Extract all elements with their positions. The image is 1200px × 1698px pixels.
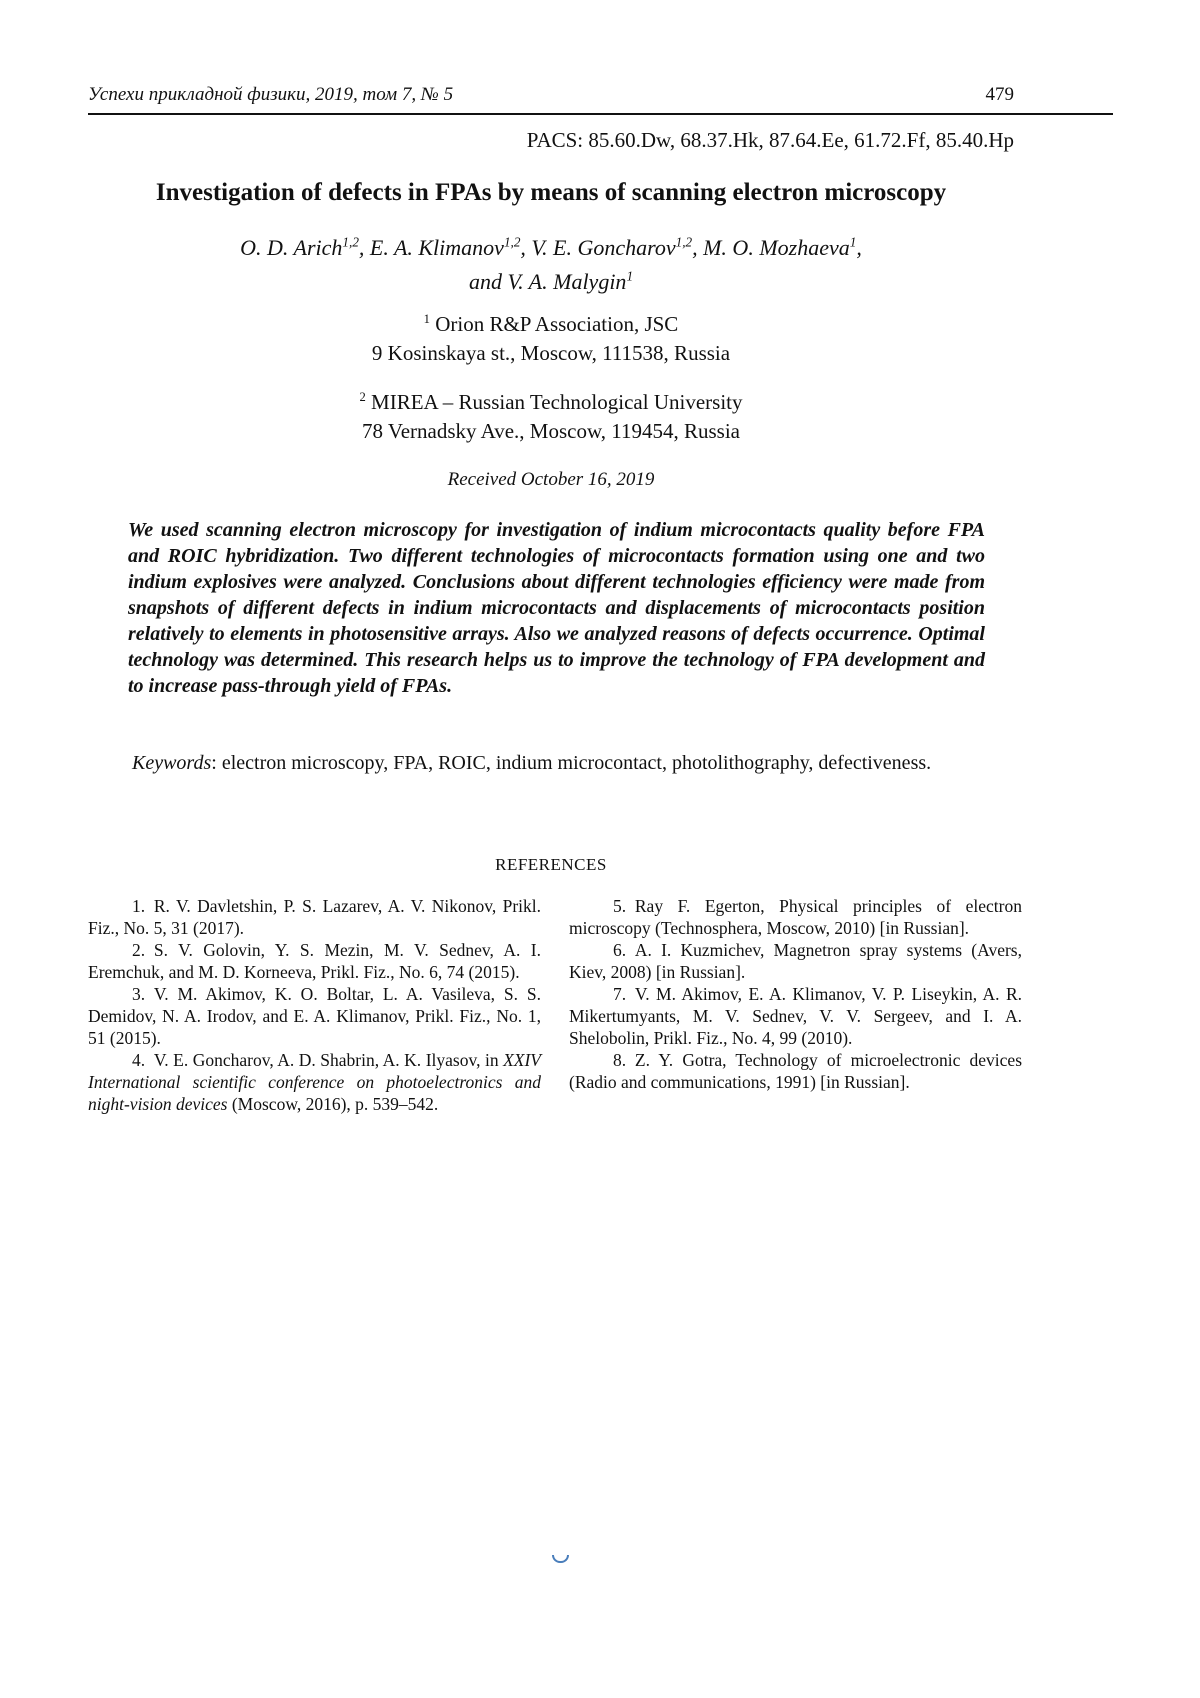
references-column-right xyxy=(569,895,1022,1115)
reference-number: 6. xyxy=(613,940,627,960)
reference-item xyxy=(569,939,1022,983)
scan-artifact-mark xyxy=(552,1555,569,1563)
affiliation-2-line-1 xyxy=(88,388,1014,417)
reference-item xyxy=(88,1049,541,1115)
reference-text: V. M. Akimov, E. A. Klimanov, V. P. Liseykin, A. R. Mikertumyants, M. V. Sednev, V. V. Sergeev, and I. A. Shelobolin, Prikl. Fiz., No. 4, 99 (2010). xyxy=(569,984,1022,1048)
affiliation-1-marker: 1 xyxy=(423,312,430,326)
keywords-label: Keywords xyxy=(132,752,212,774)
reference-item xyxy=(569,895,1022,939)
affiliation-2-address: 78 Vernadsky Ave., Moscow, 119454, Russia xyxy=(362,419,740,443)
reference-number: 8. xyxy=(613,1050,627,1070)
reference-item xyxy=(88,983,541,1049)
reference-text: A. I. Kuzmichev, Magnetron spray systems (Avers, Kiev, 2008) [in Russian]. xyxy=(569,940,1022,982)
references-section xyxy=(88,895,1022,1115)
header-rule xyxy=(88,113,1113,115)
author-affiliation-superscript: 1,2 xyxy=(342,234,359,250)
page-number: 479 xyxy=(985,84,1014,105)
reference-number: 7. xyxy=(613,984,627,1004)
affiliation-2 xyxy=(88,388,1014,446)
affiliation-1-address: 9 Kosinskaya st., Moscow, 111538, Russia xyxy=(371,341,731,365)
abstract-text: We used scanning electron microscopy for investigation of indium microcontacts quality before FPA and ROIC hybridization. Two different technologies of microcontacts formation using one and two indium explosives were analyzed. Conclusions about different technologies efficiency were made from snapshots of different defects in indium microcontacts and displacements of microcontacts position relatively to elements in photosensitive arrays. Also we analyzed reasons of defects occurrence. Optimal technology was determined. This research helps us to improve the technology of FPA development and to increase pass-through yield of FPAs. xyxy=(128,519,985,697)
reference-number: 2. xyxy=(132,940,146,960)
reference-text: (Moscow, 2016), p. 539–542. xyxy=(227,1094,439,1114)
reference-item xyxy=(569,1049,1022,1093)
reference-number: 3. xyxy=(132,984,146,1004)
received-date: Received October 16, 2019 xyxy=(447,469,655,490)
reference-item xyxy=(88,939,541,983)
affiliation-2-organization: MIREA – Russian Technological University xyxy=(371,390,743,414)
reference-number: 4. xyxy=(132,1050,146,1070)
author-affiliation-superscript: 1 xyxy=(849,234,857,250)
affiliation-1-line-1 xyxy=(88,310,1014,339)
running-head xyxy=(88,84,1014,106)
affiliation-1 xyxy=(88,310,1014,368)
article-title: Investigation of defects in FPAs by means of scanning electron microscopy xyxy=(155,179,947,206)
journal-name: Успехи прикладной физики, 2019, том 7, № 5 xyxy=(88,84,454,105)
references-heading: REFERENCES xyxy=(495,855,607,874)
reference-text: Z. Y. Gotra, Technology of microelectronic devices (Radio and communications, 1991) [in Russian]. xyxy=(569,1050,1022,1092)
affiliation-2-marker: 2 xyxy=(359,390,366,404)
author-affiliation-superscript: 1 xyxy=(626,268,634,284)
reference-text: Ray F. Egerton, Physical principles of electron microscopy (Technosphera, Moscow, 2010) [in Russian]. xyxy=(569,896,1022,938)
affiliation-1-organization: Orion R&P Association, JSC xyxy=(435,312,679,336)
pacs-line: PACS: 85.60.Dw, 68.37.Hk, 87.64.Ee, 61.72.Ff, 85.40.Hp xyxy=(526,128,1014,152)
reference-conference-title: XXIV International scientific conference on photoelectronics and night-vision devices xyxy=(88,1050,541,1114)
reference-text: V. E. Goncharov, A. D. Shabrin, A. K. Ilyasov, in xyxy=(153,1050,504,1070)
author-affiliation-superscript: 1,2 xyxy=(503,234,521,250)
reference-number: 1. xyxy=(132,896,146,916)
reference-number: 5. xyxy=(613,896,627,916)
reference-text: R. V. Davletshin, P. S. Lazarev, A. V. Nikonov, Prikl. Fiz., No. 5, 31 (2017). xyxy=(88,896,541,938)
reference-text: V. M. Akimov, K. O. Boltar, L. A. Vasileva, S. S. Demidov, N. A. Irodov, and E. A. Klimanov, Prikl. Fiz., No. 1, 51 (2015). xyxy=(88,984,541,1048)
author-affiliation-superscript: 1,2 xyxy=(675,234,693,250)
reference-item xyxy=(569,983,1022,1049)
references-column-left xyxy=(88,895,541,1115)
keywords-text: : electron microscopy, FPA, ROIC, indium microcontact, photolithography, defectiveness. xyxy=(211,752,932,774)
reference-text: S. V. Golovin, Y. S. Mezin, M. V. Sednev, A. I. Eremchuk, and M. D. Korneeva, Prikl. Fiz., No. 6, 74 (2015). xyxy=(88,940,541,982)
authors-line: O. D. Arich$^{1,2}$, E. A. Klimanov$^{1,2}$, V. E. Goncharov$^{1,2}$, M. O. Mozhaeva$^1$, and V. A. Malygin$^1$ xyxy=(240,234,862,294)
reference-item xyxy=(88,895,541,939)
keywords-line xyxy=(88,751,1014,776)
